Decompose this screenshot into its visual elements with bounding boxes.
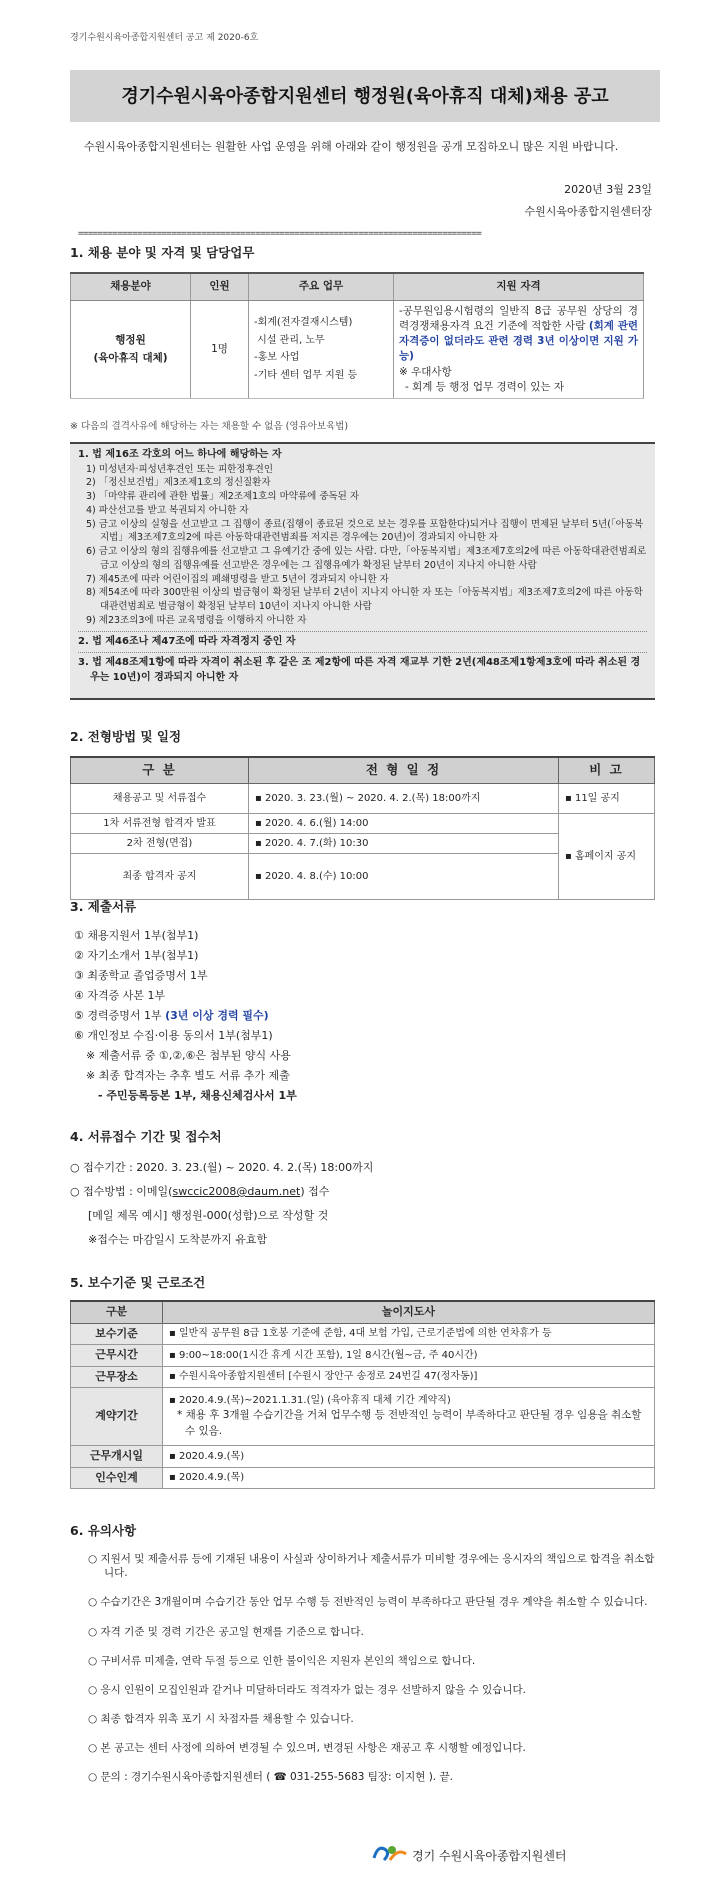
note-item: ○ 수습기간은 3개월이며 수습기간 동안 업무 수행 등 전반적인 능력이 부족하다고 판단될 경우 계약을 취소할 수 있습니다. [88,1596,648,1609]
separator-rule: ================================================================================== [78,229,482,239]
document-item-text: ⑤ 경력증명서 1부 [74,1009,166,1022]
step-cell: 채용공고 및 서류접수 [71,783,249,813]
footer [372,1842,567,1869]
application-period: ○ 접수기간 : 2020. 3. 23.(월) ~ 2020. 4. 2.(목) 18:00까지 [70,1161,374,1174]
step-cell: 최종 합격자 공지 [71,853,249,899]
note-item: ○ 본 공고는 센터 사정에 의하여 변경될 수 있으며, 변경된 사항은 재공고 후 시행할 예정입니다. [88,1742,526,1755]
col-category: 구분 [71,1301,163,1323]
application-method [70,1180,373,1204]
disq-item: 9) 제23조의3에 따른 교육명령을 이행하지 아니한 자 [86,614,307,626]
duty-item: 시설 관리, 노무 [254,334,325,346]
notes-list [70,1552,655,1800]
deadline-note: ※접수는 마감일시 도착분까지 유효함 [88,1233,268,1246]
contract-period: ▪ 2020.4.9.(목)~2021.1.31.(일) (육아휴직 대체 기간 계약직) [169,1395,451,1407]
count-cell: 1명 [191,300,249,398]
col-field: 채용분야 [71,273,191,300]
document-item: ① 채용지원서 1부(첨부1) [74,929,199,942]
col-count: 인원 [191,273,249,300]
section-3-title: 3. 제출서류 [70,899,137,914]
condition-value: ▪ 2020.4.9.(목) [163,1446,655,1468]
disq-heading-2: 2. 법 제46조나 제47조에 따라 자격정지 중인 자 [78,635,296,647]
divider [78,652,647,653]
contract-note: * 채용 후 3개월 수습기간을 거쳐 업무수행 등 전반적인 능력이 부족하다고 판단될 경우 임용을 취소할 수 있음. [177,1409,642,1437]
qualification-text: -공무원임용시험령의 일반직 8급 공무원 상당의 경력경쟁채용자격 요건 기준에 적합한 사람 [399,304,638,332]
application-info [70,1156,373,1252]
col-step: 구 분 [71,757,249,783]
disq-item: 1) 미성년자·피성년후견인 또는 피한정후견인 [86,463,274,475]
disqualification-box [70,442,655,700]
note-cell: ▪ 홈페이지 공지 [559,813,655,899]
field-cell: 행정원 (육아휴직 대체) [71,300,191,398]
disq-item: 3) 「마약류 관리에 관한 법률」제2조제1호의 마약류에 중독된 자 [86,491,360,503]
disq-item: 4) 파산선고를 받고 복권되지 아니한 자 [86,504,249,516]
documents-list [74,926,297,1106]
method-text: ○ 접수방법 : 이메일( [70,1185,173,1198]
qualification-highlight: (회계 관련 자격증이 없더라도 관련 경력 3년 이상이면 지원 가능) [399,319,638,363]
disq-item: 2) 「정신보건법」제3조제1호의 정신질환자 [86,477,271,489]
document-item: ⑥ 개인정보 수집·이용 동의서 1부(첨부1) [74,1029,273,1042]
col-duties: 주요 업무 [249,273,394,300]
email-link[interactable]: swccic2008@daum.net [172,1185,301,1198]
schedule-cell: ▪ 2020. 3. 23.(월) ~ 2020. 4. 2.(목) 18:00까지 [249,783,559,813]
note-item: ○ 자격 기준 및 경력 기간은 공고일 현재를 기준으로 합니다. [88,1625,364,1638]
disqualification-note: ※ 다음의 결격사유에 해당하는 자는 채용할 수 없음 (영유아보육법) [70,421,349,432]
mail-subject: [메일 제목 예시] 행정원-000(성함)으로 작성할 것 [88,1209,329,1222]
step-cell: 2차 전형(면접) [71,833,249,853]
documents-note: ※ 제출서류 중 ①,②,⑥은 첨부된 양식 사용 [86,1049,291,1062]
disq-heading-1: 1. 법 제16조 각호의 어느 하나에 해당하는 자 [78,449,282,460]
document-item: ② 자기소개서 1부(첨부1) [74,949,199,962]
schedule-table [70,756,655,900]
documents-note: ※ 최종 합격자는 추후 별도 서류 추가 제출 [86,1069,290,1082]
condition-value: ▪ 일반직 공무원 8급 1호봉 기준에 준함, 4대 보험 가입, 근로기준법에 의한 연차휴가 등 [163,1323,655,1345]
notice-date: 2020년 3월 23일 [564,183,652,196]
notice-number: 경기수원시육아종합지원센터 공고 제 2020-6호 [70,33,259,43]
note-item: ○ 구비서류 미제출, 연락 두절 등으로 인한 불이익은 지원자 본인의 책임으로 합니다. [88,1654,476,1667]
duty-item: -기타 센터 업무 지원 등 [254,369,358,381]
method-text: ) 접수 [300,1185,330,1198]
condition-key: 인수인계 [71,1467,163,1489]
condition-value: ▪ 9:00~18:00(1시간 휴게 시간 포함), 1일 8시간(월~금, 주 40시간) [163,1345,655,1367]
section-2-title: 2. 전형방법 및 일정 [70,729,182,744]
condition-value [163,1388,655,1446]
condition-key: 근무시간 [71,1345,163,1367]
condition-key: 계약기간 [71,1388,163,1446]
step-cell: 1차 서류전형 합격자 발표 [71,813,249,833]
note-item: ○ 최종 합격자 위촉 포기 시 차점자를 채용할 수 있습니다. [88,1713,354,1726]
section-4-title: 4. 서류접수 기간 및 접수처 [70,1129,222,1144]
duty-item: -회계(전자결재시스템) [254,317,353,329]
condition-value: ▪ 2020.4.9.(목) [163,1467,655,1489]
conditions-table [70,1300,655,1489]
intro-text: 수원시육아종합지원센터는 원활한 사업 운영을 위해 아래와 같이 행정원을 공개 모집하오니 많은 지원 바랍니다. [84,140,619,153]
preference-item: - 회계 등 행정 업무 경력이 있는 자 [405,380,565,393]
col-role: 놀이지도사 [163,1301,655,1323]
col-qualification: 지원 자격 [394,273,644,300]
preference-label: ※ 우대사항 [399,365,452,378]
disq-item: 5) 금고 이상의 실형을 선고받고 그 집행이 종료(집행이 종료된 것으로 보는 경우를 포함한다)되거나 집행이 면제된 날부터 5년(「아동복지법」제3조제7호의2에 따른 아동학대관련범죄를 저지른 경우에는 20년)이 경과되지 아니한 자 [86,518,644,544]
schedule-cell: ▪ 2020. 4. 6.(월) 14:00 [249,813,559,833]
document-item: ④ 자격증 사본 1부 [74,989,166,1002]
section-6-title: 6. 유의사항 [70,1523,137,1538]
note-cell: ▪ 11일 공지 [559,783,655,813]
divider [78,631,647,632]
duties-cell [249,300,394,398]
section-1-title: 1. 채용 분야 및 자격 및 담당업무 [70,245,255,260]
qualification-table [70,272,644,399]
schedule-cell: ▪ 2020. 4. 8.(수) 10:00 [249,853,559,899]
page-title: 경기수원시육아종합지원센터 행정원(육아휴직 대체)채용 공고 [70,70,660,122]
disq-item: 8) 제54조에 따라 300만원 이상의 벌금형이 확정된 날부터 2년이 지나지 아니한 자 또는「아동복지법」제3조제7호의2에 따른 아동학대관련범죄로 벌금형이 확정된 날부터 10년이 지나지 아니한 사람 [86,587,643,613]
col-schedule: 전 형 일 정 [249,757,559,783]
note-item: ○ 응시 인원이 모집인원과 같거나 미달하더라도 적격자가 없는 경우 선발하지 않을 수 있습니다. [88,1683,526,1696]
condition-key: 보수기준 [71,1323,163,1345]
section-5-title: 5. 보수기준 및 근로조건 [70,1275,206,1290]
duty-item: -홍보 사업 [254,352,300,364]
document-item [74,1006,297,1026]
col-note: 비 고 [559,757,655,783]
condition-key: 근무개시일 [71,1446,163,1468]
document-item-highlight: (3년 이상 경력 필수) [165,1009,269,1022]
note-item: ○ 지원서 및 제출서류 등에 기재된 내용이 사실과 상이하거나 제출서류가 미비할 경우에는 응시자의 책임으로 합격을 취소합니다. [88,1553,655,1580]
documents-note: - 주민등록등본 1부, 채용신체검사서 1부 [98,1089,297,1102]
disq-item: 6) 금고 이상의 형의 집행유예를 선고받고 그 유예기간 중에 있는 사람. 다만,「아동복지법」제3조제7호의2에 따른 아동학대관련범죄로 금고 이상의 형의 집행유예를 선고받은 경우에는 그 집행유예가 확정된 날부터 20년이 지나지 아니한 사람 [86,546,647,571]
document-item: ③ 최종학교 졸업증명서 1부 [74,969,208,982]
disq-heading-3: 3. 법 제48조제1항에 따라 자격이 취소된 후 같은 조 제2항에 따른 자격 재교부 기한 2년(제48조제1항제3호에 따라 취소된 경우는 10년)이 경과되지 아니한 자 [78,657,641,683]
qualification-cell [394,300,644,398]
disq-item: 7) 제45조에 따라 어린이집의 폐쇄명령을 받고 5년이 경과되지 아니한 자 [86,573,389,585]
condition-value: ▪ 수원시육아종합지원센터 [수원시 장안구 송정로 24번길 47(정자동)] [163,1366,655,1388]
issuer: 수원시육아종합지원센터장 [524,205,652,218]
note-item: ○ 문의 : 경기수원시육아종합지원센터 ( ☎ 031-255-5683 팀장: 이지현 ). 끝. [88,1771,453,1784]
condition-key: 근무장소 [71,1366,163,1388]
org-logo-icon [372,1842,408,1869]
footer-org-name: 경기 수원시육아종합지원센터 [412,1848,567,1863]
schedule-cell: ▪ 2020. 4. 7.(화) 10:30 [249,833,559,853]
